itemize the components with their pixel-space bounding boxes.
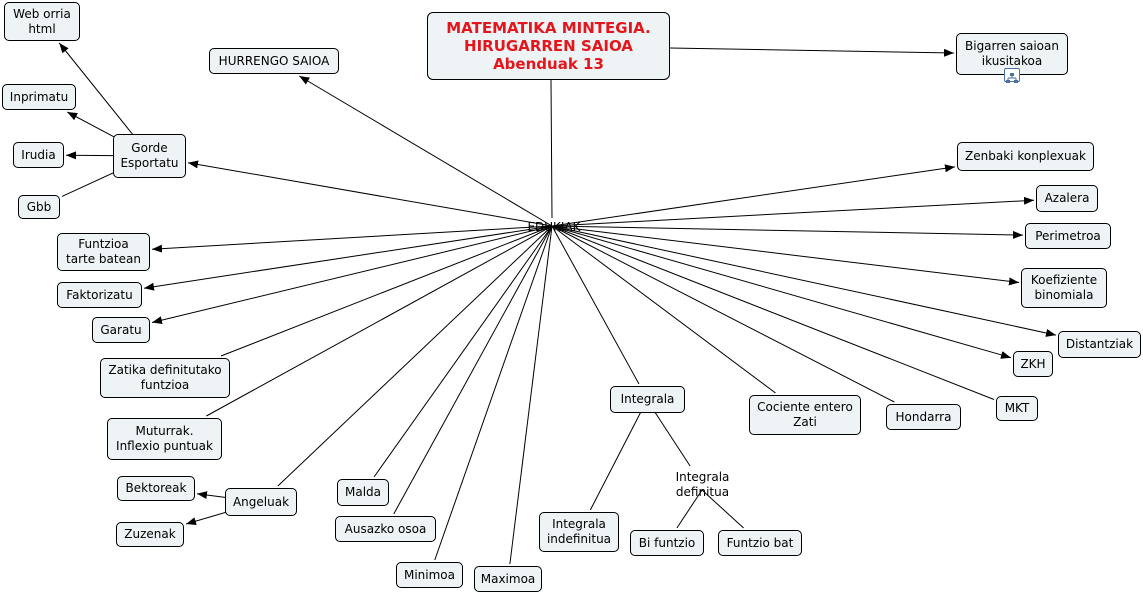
concept-node-label: Funtzio bat bbox=[726, 535, 794, 550]
concept-node-label: Web orria bbox=[13, 6, 71, 21]
concept-node-label: Bigarren saioan bbox=[965, 39, 1059, 53]
concept-node-label: binomiala bbox=[1034, 288, 1094, 302]
concept-node-zuzenak[interactable] bbox=[116, 522, 184, 547]
concept-node-faktorizatu[interactable] bbox=[57, 282, 142, 308]
link-hub-to-zenbaki bbox=[552, 167, 955, 226]
concept-node-label: Cociente entero bbox=[757, 400, 853, 414]
concept-node-label: Zati bbox=[793, 415, 817, 429]
concept-node-bifuntzio[interactable] bbox=[630, 530, 704, 556]
concept-node-label: Maximoa bbox=[480, 571, 536, 586]
concept-node-label: Azalera bbox=[1044, 191, 1090, 205]
concept-node-irudia[interactable] bbox=[13, 142, 64, 168]
concept-node-label: Ausazko osoa bbox=[344, 521, 427, 536]
concept-node-label: Integrala bbox=[675, 470, 730, 484]
concept-node-label: Esportatu bbox=[120, 156, 179, 170]
concept-node-label: Gbb bbox=[26, 199, 52, 214]
concept-node-funtzioa[interactable] bbox=[57, 233, 150, 271]
concept-node-label: Irudia bbox=[21, 147, 56, 162]
concept-node-label: Zuzenak bbox=[124, 527, 176, 541]
concept-node-mkt[interactable] bbox=[996, 396, 1038, 421]
link-hub-to-azalera bbox=[552, 200, 1034, 226]
concept-node-malda[interactable] bbox=[337, 479, 389, 506]
concept-node-label: ZKH bbox=[1020, 356, 1046, 371]
concept-node-angeluak[interactable] bbox=[225, 488, 297, 516]
concept-node-label: Muturrak. bbox=[135, 424, 194, 438]
concept-node-inprimatu[interactable] bbox=[2, 84, 76, 110]
concept-node-label: definitua bbox=[675, 485, 730, 499]
concept-node-integrala-def[interactable] bbox=[665, 468, 740, 502]
concept-node-label: html bbox=[28, 21, 56, 36]
root-title-line-2: HIRUGARREN SAIOA bbox=[464, 37, 633, 55]
concept-node-label: MKT bbox=[1004, 401, 1030, 415]
concept-node-label: Malda bbox=[344, 485, 381, 499]
concept-map-link-icon[interactable] bbox=[1004, 68, 1020, 82]
concept-node-funtziobat[interactable] bbox=[718, 530, 802, 556]
link-integrala-to-integrala_indef bbox=[590, 400, 647, 510]
concept-node-label: HURRENGO SAIOA bbox=[218, 53, 330, 68]
concept-node-label: Inprimatu bbox=[9, 89, 69, 104]
link-hub-to-integrala bbox=[552, 226, 639, 384]
concept-node-label: Zenbaki konplexuak bbox=[965, 149, 1086, 163]
concept-node-label: Hondarra bbox=[895, 409, 952, 424]
concept-node-distantziak[interactable] bbox=[1058, 331, 1141, 358]
root-title-line-1: MATEMATIKA MINTEGIA. bbox=[446, 19, 651, 37]
link-hub-to-hondarra bbox=[552, 226, 894, 402]
hub-concept-edukiak[interactable] bbox=[524, 219, 584, 235]
concept-node-muturrak[interactable] bbox=[107, 418, 222, 460]
concept-node-minimoa[interactable] bbox=[396, 562, 463, 588]
concept-node-weborria[interactable] bbox=[4, 2, 80, 41]
concept-node-hurrengo[interactable] bbox=[209, 48, 339, 74]
concept-node-perimetroa[interactable] bbox=[1025, 223, 1111, 249]
concept-node-label: Inflexio puntuak bbox=[116, 439, 213, 453]
concept-node-label: Garatu bbox=[100, 322, 142, 337]
link-hub-to-zatika bbox=[221, 226, 552, 356]
concept-node-label: Zatika definitutako bbox=[108, 363, 222, 377]
link-hub-to-gorde bbox=[188, 163, 552, 226]
concept-node-label: Bektoreak bbox=[125, 481, 187, 495]
concept-node-label: Integrala bbox=[620, 392, 675, 406]
link-hub-to-cociente bbox=[552, 226, 776, 393]
concept-node-label: ikusitakoa bbox=[981, 54, 1043, 68]
link-hub-to-perimetroa bbox=[552, 226, 1023, 235]
hub-label: EDUKIAK bbox=[527, 219, 581, 234]
root-title-line-3: Abenduak 13 bbox=[493, 55, 604, 73]
link-hub-to-koefiziente bbox=[552, 226, 1019, 283]
concept-node-label: Minimoa bbox=[403, 567, 455, 582]
concept-node-label: Perimetroa bbox=[1035, 228, 1101, 243]
concept-node-label: Faktorizatu bbox=[66, 287, 133, 302]
concept-node-label: Koefiziente bbox=[1030, 273, 1098, 287]
concept-node-label: tarte batean bbox=[66, 252, 141, 266]
concept-node-label: indefinitua bbox=[546, 532, 612, 546]
link-hub-to-angeluak bbox=[278, 226, 552, 486]
concept-node-garatu[interactable] bbox=[92, 317, 150, 343]
link-root-to-bigarren bbox=[670, 48, 954, 53]
concept-node-koefiziente[interactable] bbox=[1021, 268, 1107, 308]
link-hub-to-hurrengo bbox=[299, 76, 552, 226]
concept-node-zkh[interactable] bbox=[1013, 351, 1053, 377]
concept-node-label: Angeluak bbox=[232, 494, 290, 509]
concept-node-label: Distantziak bbox=[1065, 337, 1134, 351]
link-hub-to-garatu bbox=[152, 226, 552, 323]
concept-node-zatika[interactable] bbox=[100, 358, 230, 398]
link-hub-to-faktorizatu bbox=[144, 226, 552, 288]
concept-node-gbb[interactable] bbox=[18, 195, 60, 219]
link-hub-to-funtzioa bbox=[152, 226, 552, 249]
concept-node-integrala[interactable] bbox=[610, 386, 685, 413]
concept-node-label: Bi funtzio bbox=[638, 535, 696, 550]
concept-node-ausazko[interactable] bbox=[335, 516, 436, 542]
concept-node-bektoreak[interactable] bbox=[117, 476, 195, 501]
concept-node-maximoa[interactable] bbox=[474, 566, 542, 592]
link-hub-to-minimoa bbox=[435, 226, 552, 560]
concept-node-label: Funtzioa bbox=[78, 237, 129, 251]
concept-node-cociente[interactable] bbox=[749, 395, 861, 435]
link-hub-to-mkt bbox=[552, 226, 994, 399]
link-root-to-hub bbox=[551, 80, 552, 218]
concept-node-label: Gorde bbox=[131, 141, 168, 155]
concept-node-hondarra[interactable] bbox=[886, 404, 961, 430]
concept-node-azalera[interactable] bbox=[1036, 185, 1098, 212]
link-hub-to-distantziak bbox=[552, 226, 1056, 335]
concept-node-zenbaki[interactable] bbox=[957, 142, 1094, 171]
concept-node-gorde[interactable] bbox=[113, 134, 186, 178]
concept-node-label: funtzioa bbox=[140, 378, 190, 392]
root-concept-title[interactable] bbox=[427, 12, 670, 80]
concept-node-integrala-indef[interactable] bbox=[539, 512, 619, 552]
concept-node-label: Integrala bbox=[552, 517, 606, 531]
link-hub-to-zkh bbox=[552, 226, 1011, 358]
